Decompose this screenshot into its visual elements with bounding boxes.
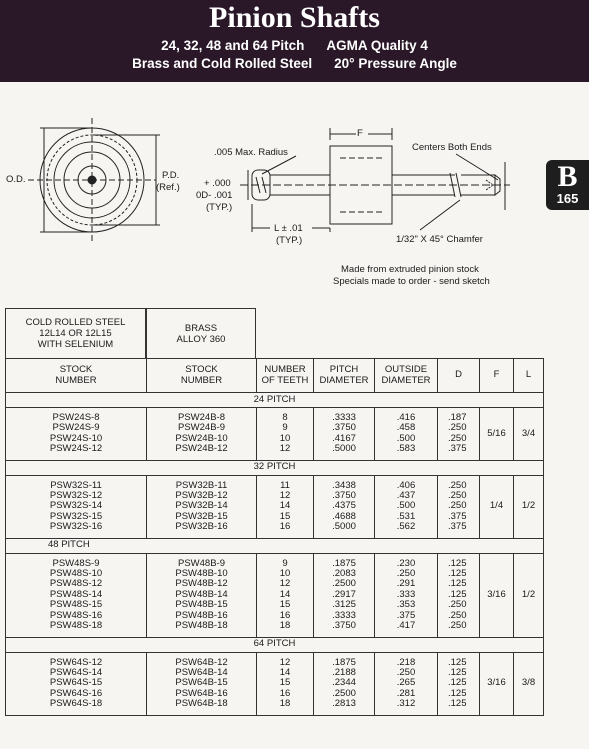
table-row (6, 652, 544, 715)
header-teeth: NUMBER OF TEETH (257, 359, 314, 393)
steel-material-line: 12L14 OR 12L15 (39, 328, 112, 339)
l-cell: 1/2 (514, 475, 544, 538)
steel-stock-cell: PSW64S-12 PSW64S-14 PSW64S-15 PSW64S-16 PSW64S-18 (6, 652, 147, 715)
brass-material-line: ALLOY 360 (176, 333, 226, 345)
tolerance-od: 0D- .001 (196, 190, 233, 201)
brass-stock-cell: PSW64B-12 PSW64B-14 PSW64B-15 PSW64B-16 PSW64B-18 (147, 652, 257, 715)
steel-stock-cell: PSW24S-8 PSW24S-9 PSW24S-10 PSW24S-12 (6, 408, 147, 461)
tolerance-typ: (TYP.) (206, 202, 233, 213)
material-list: Brass and Cold Rolled Steel (132, 56, 313, 71)
teeth-cell: 8 9 10 12 (257, 408, 314, 461)
outside-diameter-cell: .416 .458 .500 .583 (375, 408, 438, 461)
tolerance-plus: + .000 (204, 178, 231, 189)
specials-note: Specials made to order - send sketch (333, 276, 490, 287)
f-cell: 1/4 (480, 475, 514, 538)
l-cell: 1/2 (514, 553, 544, 637)
pitch-group-row (6, 538, 544, 553)
header-line-2 (0, 56, 589, 72)
brass-stock-cell: PSW48B-9 PSW48B-10 PSW48B-12 PSW48B-14 PSW48B-15 PSW48B-16 PSW48B-18 (147, 553, 257, 637)
outside-diameter-cell: .406 .437 .500 .531 .562 (375, 475, 438, 538)
table-row (6, 408, 544, 461)
page-number: 165 (556, 191, 579, 206)
d-cell: .187 .250 .250 .375 (438, 408, 480, 461)
page-header (0, 0, 589, 82)
f-cell: 3/16 (480, 553, 514, 637)
centers-label: Centers Both Ends (412, 142, 492, 153)
table-row (6, 553, 544, 637)
header-pitch-diameter: PITCH DIAMETER (314, 359, 375, 393)
stock-note: Made from extruded pinion stock (341, 264, 479, 275)
section-tab (546, 160, 589, 210)
l-cell: 3/4 (514, 408, 544, 461)
outside-diameter-cell: .230 .250 .291 .333 .353 .375 .417 (375, 553, 438, 637)
pressure-angle: 20° Pressure Angle (334, 56, 457, 71)
header-l: L (514, 359, 544, 393)
od-label: O.D. (6, 174, 26, 185)
steel-material-line: WITH SELENIUM (37, 339, 114, 350)
header-steel-stock: STOCK NUMBER (6, 359, 147, 393)
pitch-group-label: 32 PITCH (6, 460, 544, 475)
agma-quality: AGMA Quality 4 (326, 38, 428, 53)
f-cell: 5/16 (480, 408, 514, 461)
pitch-diameter-cell: .1875 .2083 .2500 .2917 .3125 .3333 .3750 (314, 553, 375, 637)
d-cell: .125 .125 .125 .125 .250 .250 .250 (438, 553, 480, 637)
table-row (6, 475, 544, 538)
pitch-group-row (6, 637, 544, 652)
teeth-cell: 11 12 14 15 16 (257, 475, 314, 538)
header-d: D (438, 359, 480, 393)
pitch-diameter-cell: .1875 .2188 .2344 .2500 .2813 (314, 652, 375, 715)
drawing-lines (0, 82, 589, 302)
d-cell: .125 .125 .125 .125 .125 (438, 652, 480, 715)
page-title: Pinion Shafts (209, 1, 380, 34)
pd-label: P.D. (162, 170, 180, 181)
chamfer-label: 1/32" X 45° Chamfer (396, 234, 483, 245)
steel-stock-cell: PSW48S-9 PSW48S-10 PSW48S-12 PSW48S-14 PSW48S-15 PSW48S-16 PSW48S-18 (6, 553, 147, 637)
pitch-group-row (6, 393, 544, 408)
brass-material-box (146, 308, 256, 358)
header-f: F (480, 359, 514, 393)
brass-stock-cell: PSW24B-8 PSW24B-9 PSW24B-10 PSW24B-12 (147, 408, 257, 461)
pitch-group-label: 24 PITCH (6, 393, 544, 408)
steel-stock-cell: PSW32S-11 PSW32S-12 PSW32S-14 PSW32S-15 PSW32S-16 (6, 475, 147, 538)
pinion-spec-table (5, 358, 544, 716)
pitch-diameter-cell: .3333 .3750 .4167 .5000 (314, 408, 375, 461)
brass-stock-cell: PSW32B-11 PSW32B-12 PSW32B-14 PSW32B-15 PSW32B-16 (147, 475, 257, 538)
pitch-list: 24, 32, 48 and 64 Pitch (161, 38, 305, 53)
pitch-group-label: 64 PITCH (6, 637, 544, 652)
header-line-1 (0, 38, 589, 54)
section-letter: B (557, 160, 578, 193)
l-dimension-label: L ± .01 (274, 223, 303, 234)
table-header-row (6, 359, 544, 393)
header-brass-stock: STOCK NUMBER (147, 359, 257, 393)
f-dimension-label: F (357, 128, 363, 139)
radius-label: .005 Max. Radius (214, 147, 288, 158)
pitch-group-label: 48 PITCH (6, 538, 544, 553)
outside-diameter-cell: .218 .250 .265 .281 .312 (375, 652, 438, 715)
header-outside-diameter: OUTSIDE DIAMETER (375, 359, 438, 393)
steel-material-line: COLD ROLLED STEEL (25, 317, 126, 328)
teeth-cell: 9 10 12 14 15 16 18 (257, 553, 314, 637)
d-cell: .250 .250 .250 .375 .375 (438, 475, 480, 538)
pinion-shaft-drawing (0, 82, 589, 302)
l-typ-label: (TYP.) (276, 235, 303, 246)
f-cell: 3/16 (480, 652, 514, 715)
steel-material-box (5, 308, 146, 358)
teeth-cell: 12 14 15 16 18 (257, 652, 314, 715)
l-cell: 3/8 (514, 652, 544, 715)
brass-material-line: BRASS (184, 322, 218, 334)
pitch-group-row (6, 460, 544, 475)
pd-ref-label: (Ref.) (156, 182, 180, 193)
pitch-diameter-cell: .3438 .3750 .4375 .4688 .5000 (314, 475, 375, 538)
